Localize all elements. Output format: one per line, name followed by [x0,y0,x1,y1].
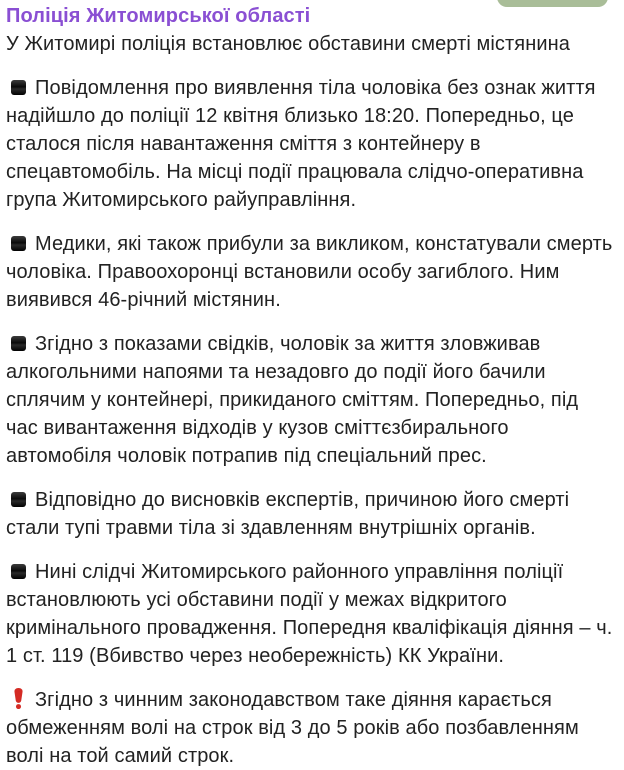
paragraph-text: Відповідно до висновків експертів, причиною його смерті стали тупі травми тіла зі здавленням внутрішніх органів. [6,489,570,539]
black-square-icon [11,564,26,579]
post-paragraph [6,230,614,314]
black-square-icon [11,80,26,95]
paragraph-text: Згідно з чинним законодавством таке діяння карається обмеженням волі на строк від 3 до 5 років або позбавленням волі на той самий строк. [6,689,579,767]
paragraph-text: Нині слідчі Житомирського районного управління поліції встановлюють усі обставини події у межах відкритого кримінального провадження. Попередня кваліфікація діяння – ч. 1 ст. 119 (Вбивство через необережність) КК України. [6,561,613,667]
paragraph-text: Повідомлення про виявлення тіла чоловіка без ознак життя надійшло до поліції 12 квітня близько 18:20. Попередньо, це сталося після навантаження сміття з контейнеру в спецавтомобіль. На місці події працювала слідчо-оперативна група Житомирського райуправління. [6,77,596,211]
paragraph-text: Медики, які також прибули за викликом, констатували смерть чоловіка. Правоохоронці встановили особу загиблого. Ним виявився 46-річний містянин. [6,233,613,311]
channel-name-link[interactable]: Поліція Житомирської області [6,5,311,27]
black-square-icon [11,236,26,251]
post-paragraph [6,686,614,770]
post-lead-text: У Житомирі поліція встановлює обставини смерті містянина [6,33,571,55]
black-square-icon [11,492,26,507]
post-paragraph [6,486,614,542]
red-exclamation-icon [12,688,25,709]
post-paragraph [6,558,614,670]
cut-off-green-button[interactable] [497,0,608,7]
paragraph-text: Згідно з показами свідків, чоловік за життя зловживав алкогольними напоями та незадовго до події його бачили сплячим у контейнері, прикиданого сміттям. Попередньо, під час вивантаження відходів у кузов сміттєзбирального автомобіля чоловік потрапив під спеціальний прес. [6,333,579,467]
post-paragraph [6,74,614,214]
post-paragraph [6,330,614,470]
black-square-icon [11,336,26,351]
